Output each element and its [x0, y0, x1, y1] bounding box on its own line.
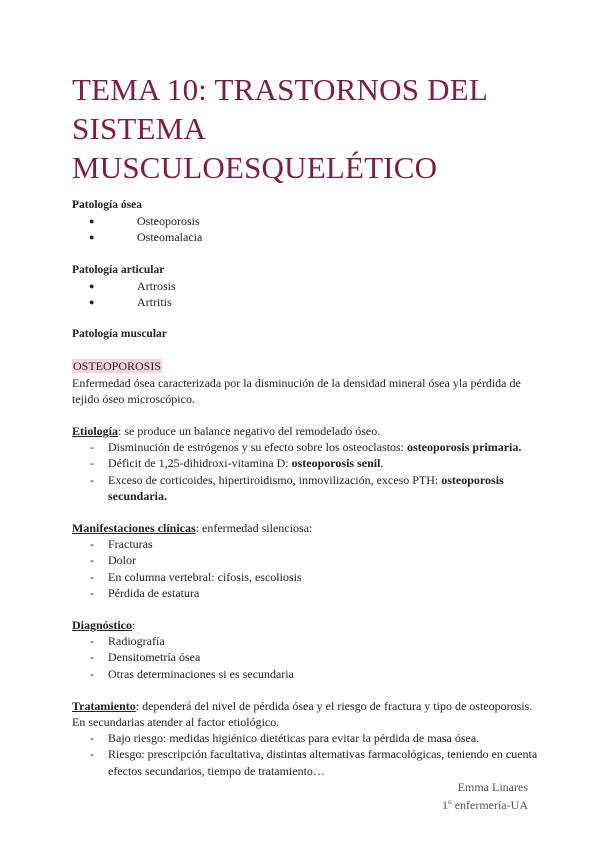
etiologia-label: Etiología	[72, 424, 119, 439]
section-heading-patologia-muscular: Patología muscular	[72, 328, 167, 341]
manifestaciones-label: Manifestaciones clínicas	[72, 521, 196, 536]
list-item: ● Artritis	[72, 294, 542, 310]
osteoporosis-definition: Enfermedad ósea caracterizada por la disminución de la densidad mineral ósea yla pérdida de tejido óseo microscópico.	[72, 375, 521, 406]
list-tratamiento	[72, 730, 542, 779]
list-patologia-osea	[72, 213, 542, 245]
list-item: - Riesgo: prescripción facultativa, distintas alternativas farmacológicas, teniendo en cuenta efectos secundarios, tiempo de tratamiento…	[72, 746, 542, 778]
list-manifestaciones	[72, 536, 542, 601]
list-etiologia	[72, 439, 542, 504]
osteoporosis-heading: OSTEOPOROSIS	[73, 359, 162, 374]
list-item: - Fracturas	[72, 536, 542, 552]
list-item: - En columna vertebral: cifosis, escoliosis	[72, 569, 542, 585]
list-diagnostico	[72, 633, 542, 682]
diagnostico-paragraph: Diagnóstico:	[72, 618, 136, 633]
list-item: - Densitometría ósea	[72, 649, 542, 665]
list-item: - Exceso de corticoides, hipertiroidismo, inmovilización, exceso PTH: osteoporosis secundaria.	[72, 472, 542, 504]
footer-author: Emma Linares	[457, 780, 528, 794]
page-footer	[442, 778, 528, 814]
tratamiento-paragraph: Tratamiento: dependerá del nivel de pérdida ósea y el riesgo de fractura y tipo de osteoporosis. En secundarias atender al factor etiológico.	[72, 698, 533, 730]
list-item: - Otras determinaciones si es secundaria	[72, 666, 542, 682]
footer-course: 1º enfermería-UA	[441, 798, 528, 812]
list-item: ● Osteomalacia	[72, 229, 542, 245]
section-heading-patologia-articular: Patología articular	[72, 263, 165, 276]
etiologia-paragraph: Etiología: se produce un balance negativo del remodelado óseo.	[72, 424, 381, 439]
list-item: ● Artrosis	[72, 278, 542, 294]
list-item: - Pérdida de estatura	[72, 585, 542, 601]
document-page	[72, 70, 542, 779]
manifestaciones-paragraph: Manifestaciones clínicas: enfermedad silenciosa:	[72, 521, 313, 536]
list-item: - Radiografía	[72, 633, 542, 649]
list-item: - Bajo riesgo: medidas higiénico dietéticas para evitar la pérdida de masa ósea.	[72, 730, 542, 746]
diagnostico-label: Diagnóstico	[72, 618, 132, 633]
document-body	[72, 197, 542, 779]
tratamiento-label: Tratamiento	[72, 698, 136, 713]
list-item: ● Osteoporosis	[72, 213, 542, 229]
section-heading-patologia-osea: Patología ósea	[72, 199, 142, 211]
page-title: TEMA 10: TRASTORNOS DEL SISTEMA MUSCULOESQUELÉTICO	[72, 72, 487, 185]
list-patologia-articular	[72, 278, 542, 310]
list-item: - Disminución de estrógenos y su efecto sobre los osteoclastos: osteoporosis primaria.	[72, 439, 542, 455]
list-item: - Dolor	[72, 552, 542, 568]
list-item: - Déficit de 1,25-dihidroxi-vitamina D: osteoporosis senil.	[72, 455, 542, 471]
